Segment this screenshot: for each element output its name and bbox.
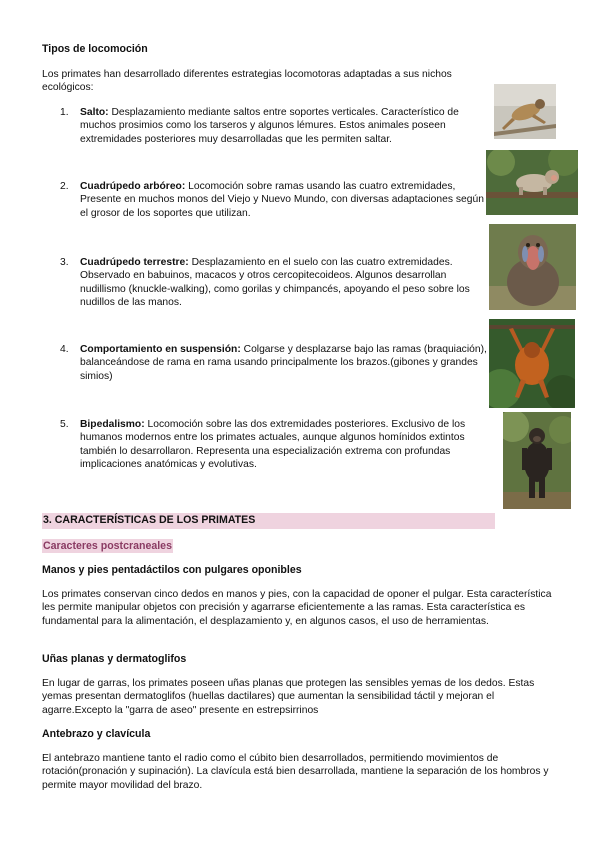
arboreal-monkey-photo	[486, 150, 578, 215]
list-item-salto	[80, 106, 492, 146]
bipedal-bonobo-photo	[503, 412, 571, 509]
feature-title: Manos y pies pentadáctilos con pulgares oponibles	[42, 564, 302, 576]
item-description: Locomoción sobre ramas usando las cuatro extremidades, Presente en muchos monos del Viejo y Nuevo Mundo, con diversas adaptaciones según el grosor de los soportes que utilizan.	[80, 181, 484, 219]
list-item-suspension	[80, 343, 492, 383]
feature-title: Uñas planas y dermatoglifos	[42, 653, 187, 665]
item-number: 1.	[60, 107, 69, 118]
item-term: Salto:	[80, 107, 109, 118]
item-description: Desplazamiento mediante saltos entre soportes verticales. Característico de muchos prosimios como los tarseros y algunos lémures. Estos animales poseen extremidades posteriores muy desarrolladas que les permiten saltar.	[80, 107, 459, 145]
item-description: Colgarse y desplazarse bajo las ramas (braquiación), balanceándose de rama en rama usando principalmente los brazos.(gibones y grandes simios)	[80, 344, 487, 382]
feature-body: En lugar de garras, los primates poseen uñas planas que protegen las sensibles yemas de los dedos. Estas yemas presentan dermatoglifos (huellas dactilares) que aumentan la sensibilidad táctil y mejoran el agarre.Excepto la "garra de aseo" presente en estrepsirrinos	[42, 678, 535, 716]
item-term: Bipedalismo:	[80, 419, 145, 430]
item-number: 4.	[60, 344, 69, 355]
list-item-cuadrupedo-arboreo	[80, 180, 492, 220]
section-title: Tipos de locomoción	[42, 43, 148, 55]
item-number: 3.	[60, 257, 69, 268]
list-item-cuadrupedo-terrestre	[80, 256, 492, 310]
list-item-bipedalismo	[80, 418, 492, 472]
item-number: 5.	[60, 419, 69, 430]
item-number: 2.	[60, 181, 69, 192]
chapter-subheading: Caracteres postcraneales	[43, 540, 172, 552]
item-term: Cuadrúpedo terrestre:	[80, 257, 189, 268]
item-description: Desplazamiento en el suelo con las cuatro extremidades. Observado en babuinos, macacos y otros cercopitecoideos. Algunos desarrollan nudillismo (knuckle-walking), como gorilas y chimpancés, apoyando el peso sobre los nudillos de las manos.	[80, 257, 470, 309]
terrestrial-primate-photo	[489, 224, 576, 310]
item-term: Cuadrúpedo arbóreo:	[80, 181, 186, 192]
section-intro: Los primates han desarrollado diferentes estrategias locomotoras adaptadas a sus nichos ecológicos:	[42, 69, 452, 94]
feature-body: El antebrazo mantiene tanto el radio como el cúbito bien desarrollados, permitiendo movimientos de rotación(pronación y supinación). La clavícula está bien desarrollada, mantiene la separación de los hombros y permite mayor movilidad del brazo.	[42, 753, 549, 791]
feature-body: Los primates conservan cinco dedos en manos y pies, con la capacidad de oponer el pulgar. Esta característica les permite manipular objetos con precisión y agarrarse eficientemente a las ramas. Esta característica es fundamental para la alimentación, el desplazamiento y, en algunos casos, el uso de herramientas.	[42, 589, 552, 627]
leaping-primate-photo	[494, 84, 556, 139]
chapter-heading: 3. CARACTERÍSTICAS DE LOS PRIMATES	[43, 514, 256, 526]
suspending-orangutan-photo	[489, 319, 575, 408]
feature-title: Antebrazo y clavícula	[42, 728, 151, 740]
chapter-heading-band	[42, 513, 495, 529]
item-description: Locomoción sobre las dos extremidades posteriores. Exclusivo de los humanos modernos entre los primates actuales, aunque algunos homínidos extintos también lo desarrollaron. Representa una especialización extrema con profundas implicaciones anatómicas y evolutivas.	[80, 419, 466, 471]
item-term: Comportamiento en suspensión:	[80, 344, 241, 355]
